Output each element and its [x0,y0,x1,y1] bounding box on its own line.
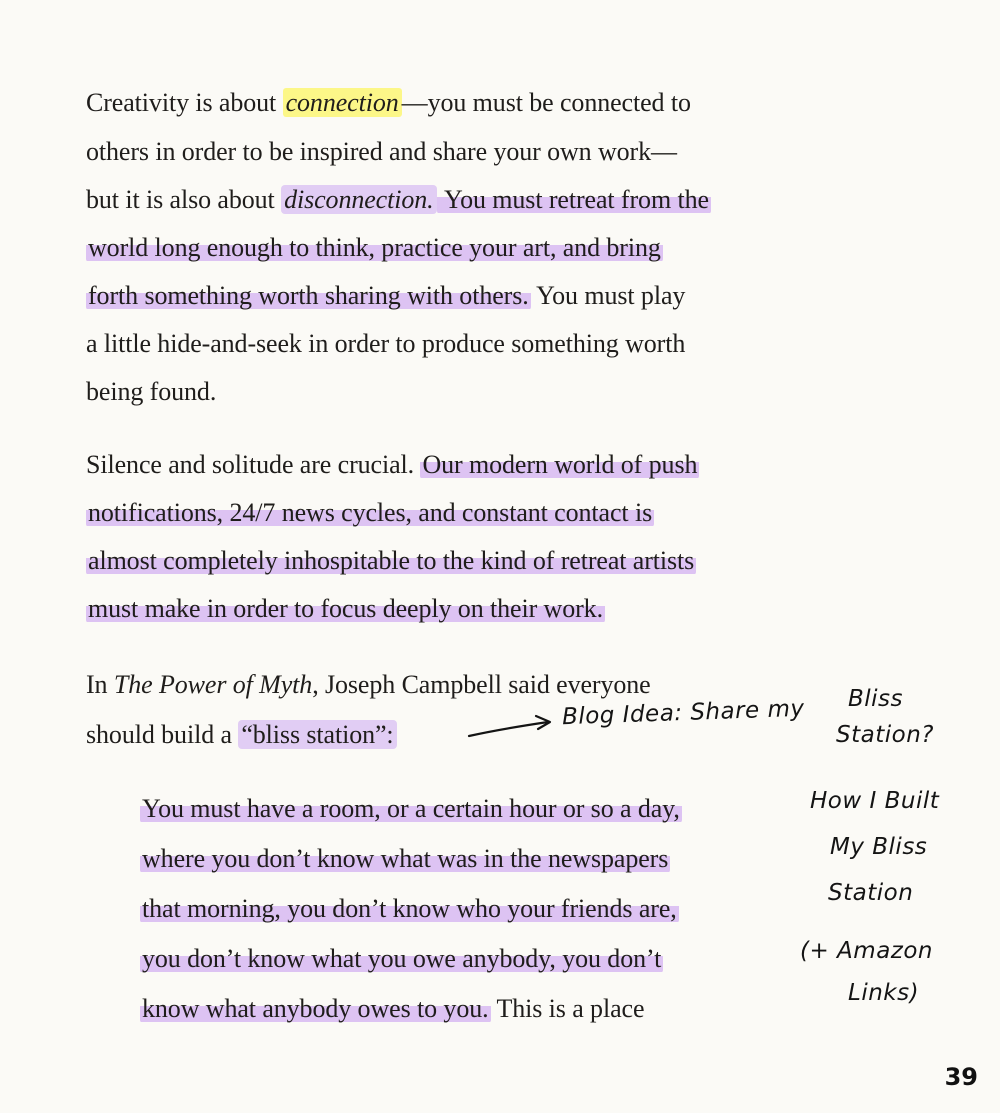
p2-line-3 [86,544,696,578]
p1-line-2: others in order to be inspired and share your own work— [86,137,677,166]
handwritten-note-line-4: (+ Amazon [800,938,934,964]
text: —you must be connected to [401,88,691,117]
p1-line-7: being found. [86,377,217,406]
text: This is a place [490,994,645,1023]
highlight-disconnection: disconnection. [281,185,437,214]
text: Silence and solitude are crucial. [86,450,421,479]
highlight-text: world long enough to think, practice your art, and bring [88,233,661,262]
text: should build a [86,720,239,749]
quote-line-4 [140,942,663,976]
highlight-text: must make in order to focus deeply on their work. [88,594,603,623]
highlight-text: forth something worth sharing with others. [88,281,529,310]
p1-line-5 [86,279,685,313]
highlight-text: where you don’t know what was in the newspapers [142,844,669,873]
p3-line-2 [86,718,397,752]
highlight-bliss-station: “bliss station”: [238,720,396,749]
text: , Joseph Campbell said everyone [312,670,651,699]
highlight-text: you don’t know what you owe anybody, you don’t [142,944,662,973]
p2-line-4 [86,592,605,626]
p1-line-3 [86,183,711,217]
highlight-text: You must retreat from the [438,185,709,214]
handwritten-note-line-2: My Bliss [830,834,928,860]
text: Creativity is about [86,88,283,117]
quote-line-3 [140,892,679,926]
handwritten-bliss: Bliss [848,686,904,712]
handwritten-note-line-3: Station [828,880,914,906]
book-title: The Power of Myth [113,670,313,699]
quote-line-5 [140,992,644,1026]
highlight-text: You must have a room, or a certain hour or so a day, [142,794,680,823]
highlight-text: Our modern world of push [422,450,698,479]
highlight-text: almost completely inhospitable to the kind of retreat artists [88,546,695,575]
text: but it is also about [86,185,282,214]
handwritten-blog-idea: Blog Idea: Share my [561,695,805,731]
highlight-connection: connection [283,88,402,117]
text: In [86,670,114,699]
page-number: 39 [944,1063,978,1091]
p3-line-1 [86,668,651,702]
handwritten-note-line-5: Links) [848,980,920,1006]
quote-line-2 [140,842,670,876]
text: You must play [530,281,686,310]
p1-line-4 [86,231,663,265]
p1-line-1 [86,86,691,120]
arrow-icon [466,712,556,742]
handwritten-station: Station? [836,722,934,748]
p1-line-6: a little hide-and-seek in order to produce something worth [86,329,686,358]
highlight-text: that morning, you don’t know who your friends are, [142,894,677,923]
quote-line-1 [140,792,682,826]
p2-line-2 [86,496,654,530]
highlight-text: know what anybody owes to you. [142,994,489,1023]
highlight-text: notifications, 24/7 news cycles, and constant contact is [88,498,653,527]
handwritten-note-line-1: How I Built [810,788,940,814]
p2-line-1 [86,448,699,482]
